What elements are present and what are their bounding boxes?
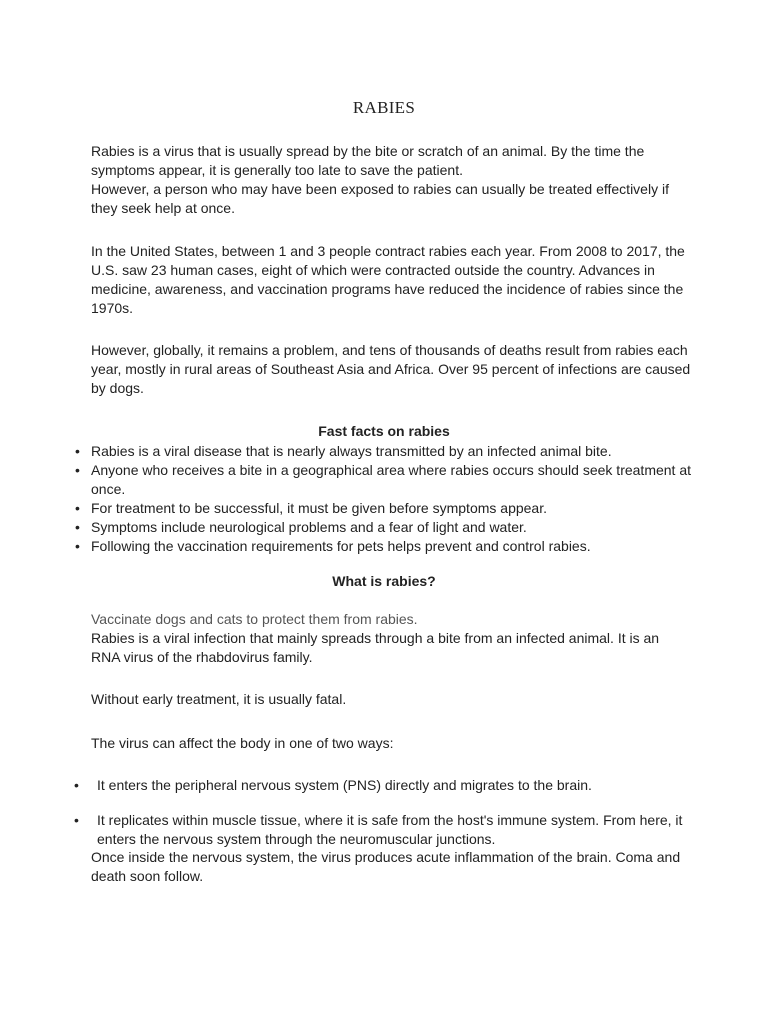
us-people-link[interactable]: 1 and 3 people bbox=[278, 243, 372, 259]
fast-fact-item: • For treatment to be successful, it must be given before symptoms appear. bbox=[91, 499, 691, 518]
closing-text bbox=[91, 848, 691, 886]
fast-facts-heading: Fast facts on rabies bbox=[318, 423, 450, 439]
global-statistics-paragraph bbox=[91, 341, 691, 398]
intro-line-1: Rabies is a virus that is usually spread by the bite or scratch of an animal. By the time the symptoms appear, it is generally too late to save the patient. bbox=[91, 143, 645, 178]
rabies-description: Rabies is a viral infection that mainly spreads through a bite from an infected animal. It is an RNA virus of the rhabdovirus family. bbox=[91, 630, 660, 665]
closing-text-before: Once inside the nervous system, the virus produces acute bbox=[91, 849, 455, 865]
what-is-rabies-heading: What is rabies? bbox=[332, 573, 436, 589]
what-is-rabies-section bbox=[91, 610, 691, 667]
tens-of-thousands-link[interactable]: tens of thousands bbox=[369, 342, 480, 358]
fatal-paragraph: Without early treatment, it is usually fatal. bbox=[91, 691, 347, 707]
fast-facts-list bbox=[91, 442, 691, 556]
us-statistics-text bbox=[91, 242, 691, 318]
closing-paragraph bbox=[91, 848, 691, 886]
way-list-item: • It enters the peripheral nervous system (PNS) directly and migrates to the brain. bbox=[97, 776, 687, 795]
page-title: RABIES bbox=[352, 98, 416, 117]
ways-intro-paragraph: The virus can affect the body in one of two ways: bbox=[91, 735, 394, 751]
vaccinate-caption: Vaccinate dogs and cats to protect them from rabies. bbox=[91, 611, 418, 627]
fast-fact-item: • Following the vaccination requirements for pets helps prevent and control rabies. bbox=[91, 537, 691, 556]
intro-paragraph bbox=[91, 142, 691, 218]
us-text-after: contract rabies each year. From 2008 to 2017, the U.S. saw 23 human cases, eight of which were contracted outside the country. Advances in medicine, awareness, and vaccination programs have reduced the incidence of rabies since the 1970s. bbox=[91, 243, 685, 316]
global-text-after: of deaths result from rabies each year, mostly in rural areas of Southeast Asia and Africa. Over 95 percent of infections are caused by dogs. bbox=[91, 342, 691, 396]
us-statistics-paragraph bbox=[91, 242, 691, 318]
closing-text-middle: . bbox=[607, 849, 616, 865]
coma-link[interactable]: Coma bbox=[615, 849, 653, 865]
us-text-before: In the United States, between bbox=[91, 243, 279, 259]
global-text-before: However, globally, it remains a problem, and bbox=[91, 342, 370, 358]
global-statistics-text bbox=[91, 341, 691, 398]
closing-text-after: and death soon follow. bbox=[91, 849, 681, 884]
intro-line-2: However, a person who may have been exposed to rabies can usually be treated effectively if they seek help at once. bbox=[91, 181, 669, 216]
way-list-item: • It replicates within muscle tissue, where it is safe from the host's immune system. From here, it enters the nervous system through the neuromuscular junctions. bbox=[97, 811, 687, 849]
fast-fact-item: • Symptoms include neurological problems and a fear of light and water. bbox=[91, 518, 691, 537]
fast-fact-item: • Rabies is a viral disease that is nearly always transmitted by an infected animal bite. bbox=[91, 442, 691, 461]
brain-inflammation-link[interactable]: inflammation of the brain bbox=[454, 849, 608, 865]
fast-fact-item: • Anyone who receives a bite in a geographical area where rabies occurs should seek treatment at once. bbox=[91, 461, 691, 499]
